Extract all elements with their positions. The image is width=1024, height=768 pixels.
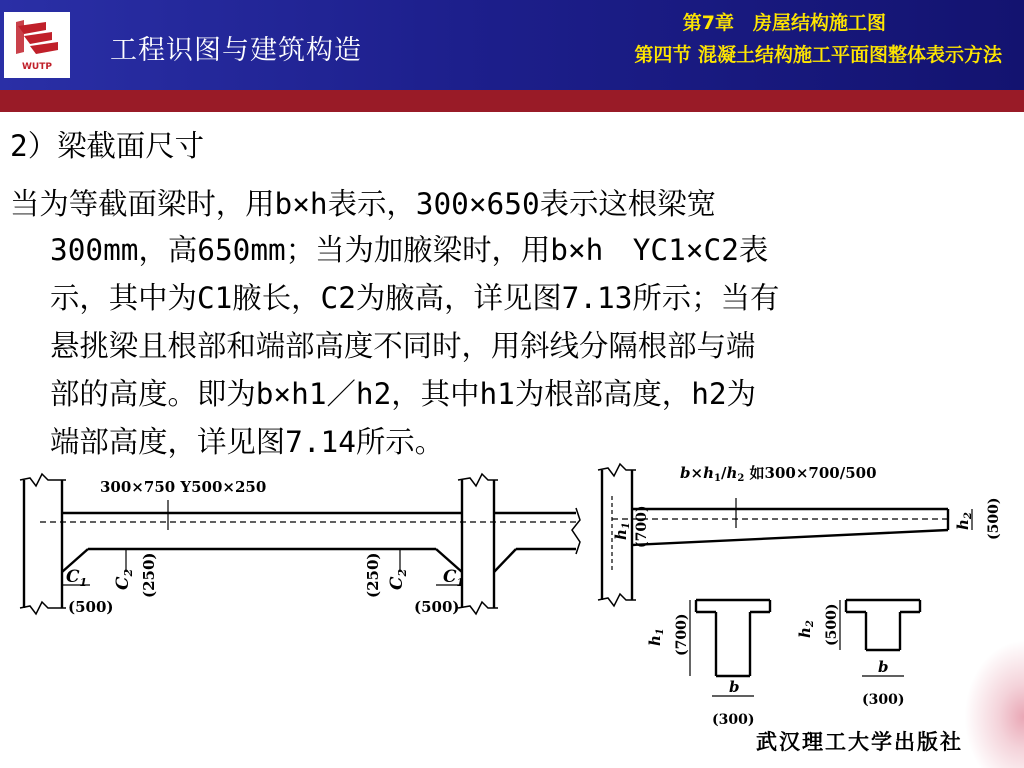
publisher-name: 武汉理工大学出版社 (756, 729, 963, 754)
section2-b-label: b (878, 658, 889, 676)
section1-h-label: $h_1$ (646, 628, 666, 646)
cantilever-beam-figure (598, 464, 972, 696)
right-haunch-height: (250) (364, 552, 382, 598)
section1-b-label: b (729, 678, 740, 696)
paragraph-line: 300mm，高650mm；当为加腋梁时，用b×h YC1×C2表 (50, 233, 769, 267)
chapter-title: 第7章 房屋结构施工图 (682, 12, 886, 34)
section-title: 第四节 混凝土结构施工平面图整体表示方法 (634, 44, 1002, 66)
c2-right-label: $C_2$ (387, 568, 409, 590)
h2-value: (500) (986, 497, 1002, 540)
h1-value: (700) (634, 505, 650, 548)
section2-h-label: $h_2$ (796, 620, 816, 638)
paragraph-line: 悬挑梁且根部和端部高度不同时，用斜线分隔根部与端 (50, 329, 756, 363)
c2-left-label: $C_2$ (113, 568, 135, 590)
header-rule (0, 90, 1024, 112)
beam-label: 300×750 Y500×250 (100, 478, 267, 496)
publisher-logo (4, 12, 70, 78)
section1-h-value: (700) (674, 613, 690, 656)
left-haunch-length: (500) (68, 598, 114, 616)
paragraph-line: 当为等截面梁时，用b×h表示，300×650表示这根梁宽 (10, 187, 716, 221)
paragraph-line: 端部高度，详见图7.14所示。 (50, 425, 445, 459)
h2-label: $h_2$ (954, 512, 974, 530)
paragraph-line: 部的高度。即为b×h1／h2，其中h1为根部高度，h2为 (50, 377, 756, 411)
section-heading: 2）梁截面尺寸 (10, 129, 205, 163)
right-haunch-length: (500) (414, 598, 460, 616)
slide-header (0, 0, 1024, 90)
course-title: 工程识图与建筑构造 (110, 35, 362, 66)
section2-b-value: (300) (862, 692, 905, 708)
c1-left-label: $C_1$ (66, 567, 88, 589)
section2-h-value: (500) (824, 603, 840, 646)
logo-text: WUTP (22, 62, 52, 72)
section1-b-value: (300) (712, 712, 755, 728)
page-edge-decoration (964, 640, 1024, 768)
paragraph-line: 示，其中为C1腋长，C2为腋高，详见图7.13所示；当有 (50, 281, 780, 315)
beam-figures (0, 450, 1024, 768)
cantilever-label: $b\times h_1/h_2$ 如300×700/500 (680, 464, 877, 484)
h1-label: $h_1$ (612, 522, 632, 540)
left-haunch-height: (250) (140, 552, 158, 598)
c1-right-label: $C_1$ (443, 567, 465, 589)
